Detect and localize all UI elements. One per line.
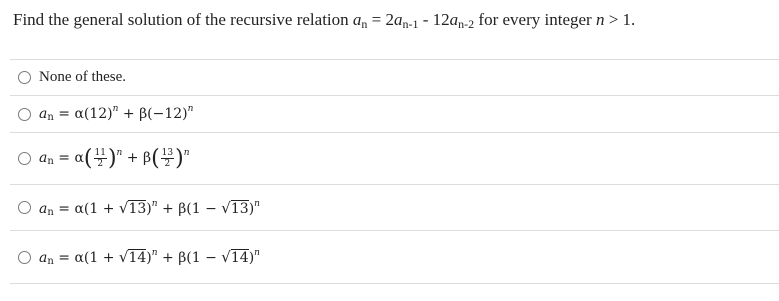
option-label: None of these. bbox=[39, 69, 127, 85]
option-c[interactable] bbox=[10, 132, 779, 184]
radio-button[interactable] bbox=[18, 108, 31, 121]
question-text: Find the general solution of the recursive relation $a_n = 2a_{n-1} - 12a_{n-2}$ for every integer n > 1. bbox=[13, 10, 636, 31]
var-a: a bbox=[352, 10, 362, 29]
option-formula: $a_n = \alpha(1 + √14)^n + \beta(1 - √14)^n$ bbox=[39, 248, 260, 267]
radio-button[interactable] bbox=[18, 71, 31, 84]
radio-button[interactable] bbox=[18, 152, 31, 165]
answer-options bbox=[10, 59, 779, 284]
option-e[interactable] bbox=[10, 230, 779, 284]
option-d[interactable] bbox=[10, 184, 779, 230]
radio-button[interactable] bbox=[18, 201, 31, 214]
radio-button[interactable] bbox=[18, 251, 31, 264]
option-b[interactable] bbox=[10, 95, 779, 132]
option-none[interactable] bbox=[10, 59, 779, 95]
option-formula: $a_n = \alpha(1 + √13)^n + \beta(1 - √13)^n$ bbox=[39, 198, 260, 218]
option-formula: $a_n = \alpha(12)^n + \beta(-12)^n$ bbox=[39, 104, 194, 123]
option-formula: $a_n = \alpha$( $\frac{11}{2}$ )$^n$ + β( $\frac{13}{2}$ )$^n$ bbox=[39, 146, 190, 171]
